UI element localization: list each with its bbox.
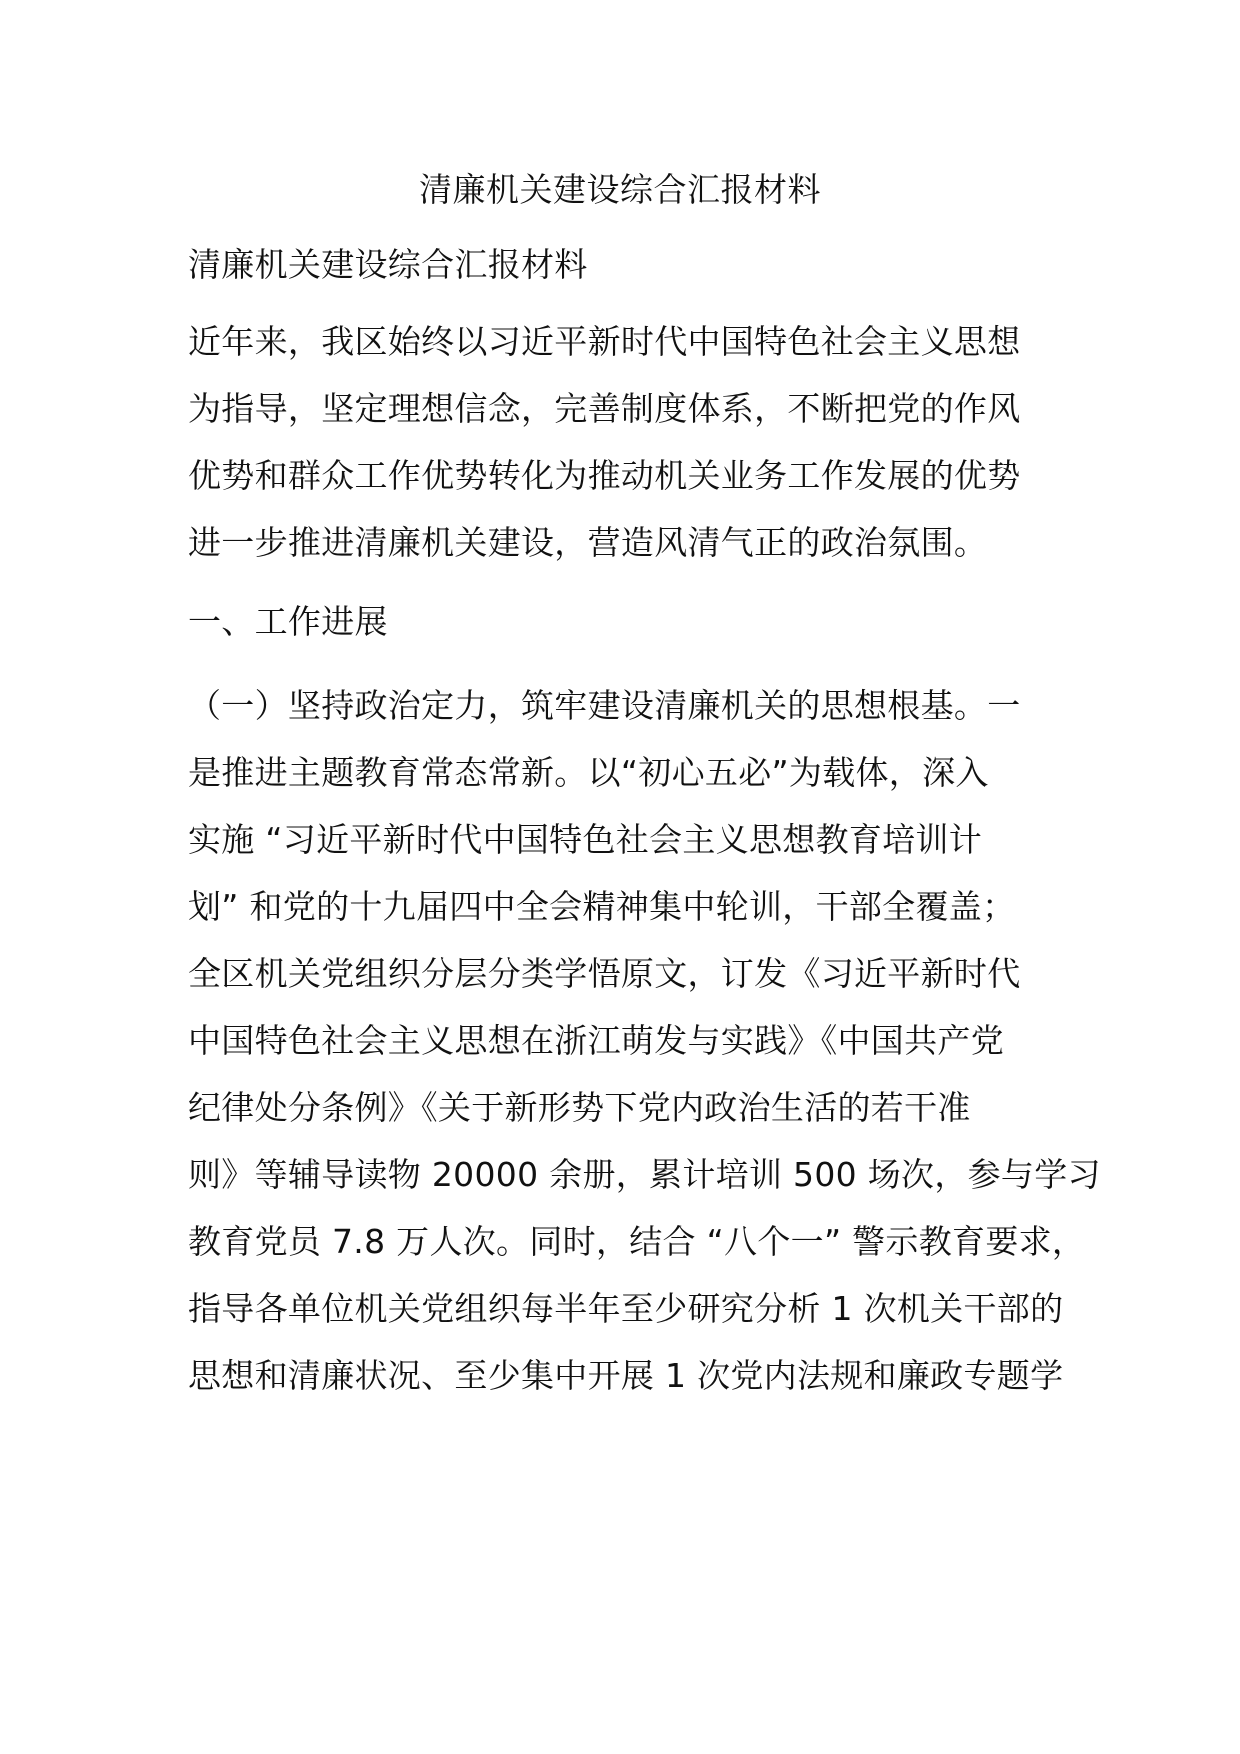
intro-line: 优势和群众工作优势转化为推动机关业务工作发展的优势 [188,456,1021,495]
body-line: 则》等辅导读物 20000 余册，累计培训 500 场次，参与学习 [188,1155,1101,1194]
document-subtitle: 清廉机关建设综合汇报材料 [188,245,588,284]
body-line: （一）坚持政治定力，筑牢建设清廉机关的思想根基。一 [188,686,1021,725]
document-title: 清廉机关建设综合汇报材料 [419,170,821,209]
body-line: 是推进主题教育常态常新。以“初心五必”为载体，深入 [188,753,989,792]
body-line: 实施 “习近平新时代中国特色社会主义思想教育培训计 [188,820,983,859]
body-line: 纪律处分条例》《关于新形势下党内政治生活的若干准 [188,1088,971,1127]
body-line: 指导各单位机关党组织每半年至少研究分析 1 次机关干部的 [188,1289,1064,1328]
section-heading: 一、工作进展 [188,602,388,641]
body-line: 全区机关党组织分层分类学悟原文，订发《习近平新时代 [188,954,1021,993]
body-line: 思想和清廉状况、至少集中开展 1 次党内法规和廉政专题学 [188,1356,1064,1395]
intro-line: 为指导，坚定理想信念，完善制度体系，不断把党的作风 [188,389,1021,428]
intro-line: 近年来，我区始终以习近平新时代中国特色社会主义思想 [188,322,1021,361]
intro-line: 进一步推进清廉机关建设，营造风清气正的政治氛围。 [188,523,988,562]
body-line: 教育党员 7.8 万人次。同时，结合 “八个一” 警示教育要求， [188,1222,1086,1261]
body-line: 中国特色社会主义思想在浙江萌发与实践》《中国共产党 [188,1021,1004,1060]
body-line: 划” 和党的十九届四中全会精神集中轮训，干部全覆盖； [188,887,1016,926]
